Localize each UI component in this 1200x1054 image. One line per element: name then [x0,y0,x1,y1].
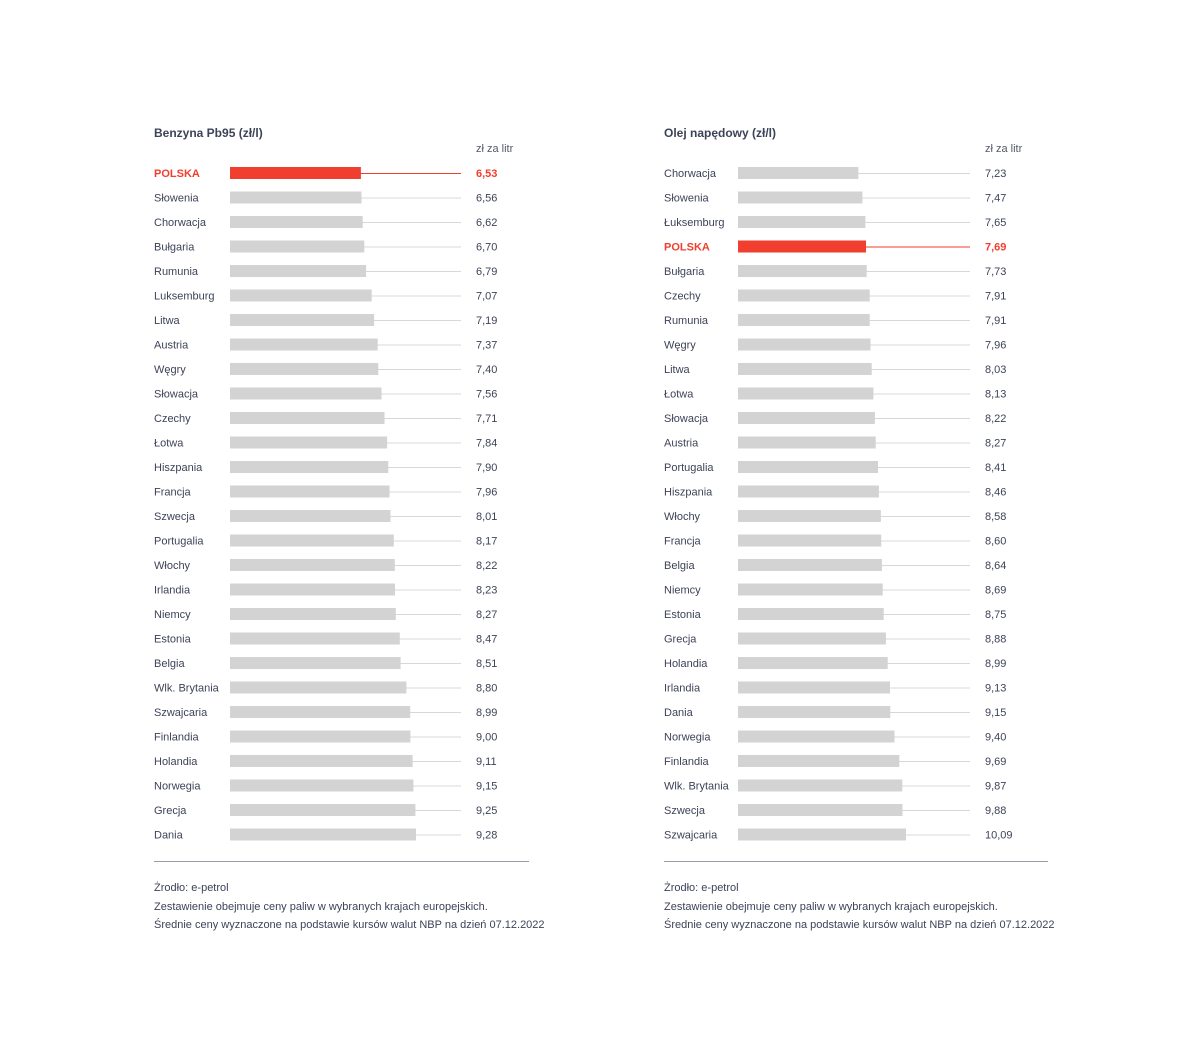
bar-row [664,486,1006,499]
bar-row [664,755,1006,768]
country-label: Grecja [154,805,187,817]
value-label: 6,53 [476,168,498,180]
bar [738,339,871,351]
bar-row [154,216,497,229]
bar-row [664,363,1006,376]
value-label: 8,80 [476,682,498,695]
country-label: Czechy [154,413,191,425]
country-label: Luksemburg [154,290,215,303]
bar [230,241,364,253]
value-label: 7,56 [476,388,498,401]
country-label: Włochy [154,560,191,572]
value-label: 9,15 [476,780,498,793]
country-label: Holandia [154,756,198,768]
diesel-price-chart [600,0,1200,1054]
bar-row [154,829,497,842]
bar-highlight [738,241,866,253]
value-label: 9,69 [985,756,1007,768]
bar-row [664,706,1006,719]
bar [738,461,878,473]
value-label: 9,15 [985,707,1007,719]
bar-row [154,388,497,401]
value-label: 9,00 [476,731,498,744]
bar [738,584,883,596]
country-label: Francja [154,486,191,499]
bar [738,167,858,179]
bar [738,804,903,816]
bar [230,290,372,302]
bar [230,608,396,620]
bar-row [664,731,1006,744]
bar-row [664,780,1006,793]
country-label: Szwajcaria [664,829,718,842]
bar-row [154,559,497,572]
country-label: Holandia [664,658,708,670]
bar-row [154,486,497,499]
country-label: Estonia [154,633,191,646]
bar-row [664,657,1006,670]
bar-row [154,706,497,719]
value-label: 7,37 [476,339,498,352]
bar-row [154,290,497,303]
bar-row [154,804,497,817]
country-label: Bułgaria [664,266,705,278]
bar [230,731,410,743]
country-label: Węgry [664,339,696,352]
bar-row [154,657,497,670]
value-label: 8,13 [985,388,1007,401]
country-label: Belgia [664,560,695,572]
bar-row [664,633,1006,646]
value-label: 9,88 [985,805,1007,817]
country-label: Słowenia [154,192,199,205]
bar [738,608,884,620]
bar-row [664,241,1006,254]
country-label: Portugalia [664,462,714,474]
country-label: Belgia [154,658,185,670]
country-label: Chorwacja [664,168,716,180]
value-label: 7,90 [476,462,498,474]
value-label: 8,17 [476,535,498,548]
value-label: 8,51 [476,658,498,670]
bar-row [664,290,1006,303]
bar-row [154,584,497,597]
method-note: Średnie ceny wyznaczone na podstawie kursów walut NBP na dzień 07.12.2022 [664,919,1055,931]
bar [230,510,391,522]
bar-row [664,559,1006,572]
country-label: Austria [154,339,189,352]
bar [230,535,394,547]
country-label: Bułgaria [154,241,195,254]
value-label: 7,69 [985,241,1007,254]
bar [738,388,873,400]
bar [230,486,390,498]
country-label: Francja [664,535,701,548]
bar-row [154,192,497,205]
bar-row [154,363,497,376]
bar-row [154,731,497,744]
country-label: Chorwacja [154,217,206,229]
value-label: 6,70 [476,241,498,254]
country-label: Estonia [664,609,701,621]
bar [230,633,400,645]
bar [230,192,362,204]
value-label: 8,47 [476,633,498,646]
country-label: Norwegia [154,780,201,793]
bar-row [154,167,497,180]
country-label: Grecja [664,633,697,646]
bar-row [664,167,1006,180]
bar-row [154,682,497,695]
value-label: 7,73 [985,266,1007,278]
bar-row [664,216,1006,229]
country-label: Szwecja [664,805,705,817]
value-label: 6,62 [476,217,498,229]
bar-row [154,241,497,254]
value-label: 7,19 [476,315,498,327]
bar [738,290,870,302]
bar [230,804,415,816]
bar [738,510,881,522]
value-label: 7,07 [476,290,498,303]
bar [230,755,413,767]
country-label: Łuksemburg [664,217,725,229]
bar-row [664,412,1006,425]
country-label: Wlk. Brytania [154,682,219,695]
bar-row [664,829,1013,842]
bar-row [664,584,1006,597]
chart-title: Benzyna Pb95 (zł/l) [154,126,263,140]
source-note: Żrodło: e-petrol [664,882,739,894]
bar-row [664,535,1006,548]
country-label: Irlandia [154,584,191,597]
value-label: 8,46 [985,486,1007,499]
bar [738,633,886,645]
value-label: 7,84 [476,437,498,450]
bar-row [664,314,1006,327]
country-label: Wlk. Brytania [664,780,729,793]
footnotes [154,879,545,935]
value-label: 8,75 [985,609,1007,621]
country-label: Słowenia [664,192,709,205]
value-label: 8,88 [985,633,1007,646]
country-label: Szwecja [154,511,195,523]
bar [738,437,876,449]
value-label: 7,91 [985,315,1007,327]
bar [230,437,387,449]
value-label: 7,40 [476,364,498,376]
bar-row [154,780,497,793]
country-label: Rumunia [154,266,199,278]
bar [230,363,378,375]
bar [230,780,413,792]
country-label: Austria [664,437,699,450]
bar [230,461,388,473]
bar [738,755,899,767]
value-label: 8,99 [476,707,498,719]
bar [230,829,416,841]
bar [230,559,395,571]
bar-chart-diesel [600,0,1200,860]
bar [738,265,867,277]
bar-row [154,265,497,278]
bar [738,559,882,571]
bar-highlight [230,167,361,179]
country-label: Węgry [154,364,186,376]
value-label: 8,41 [985,462,1007,474]
scope-note: Zestawienie obejmuje ceny paliw w wybranych krajach europejskich. [664,900,998,913]
bar [738,780,902,792]
country-label: Litwa [664,364,690,376]
bar-row [664,804,1006,817]
value-label: 7,71 [476,413,498,425]
bar-row [664,192,1006,205]
scope-note: Zestawienie obejmuje ceny paliw w wybranych krajach europejskich. [154,900,488,913]
value-label: 9,87 [985,780,1007,793]
bar [230,265,366,277]
bar [738,535,881,547]
country-label: Słowacja [664,413,709,425]
value-label: 8,23 [476,584,498,597]
bar [738,363,872,375]
bar [738,412,875,424]
unit-label: zł za litr [476,143,514,155]
bar-row [154,510,497,523]
bar-row [664,682,1006,695]
value-label: 8,60 [985,535,1007,548]
bar [738,829,906,841]
value-label: 8,58 [985,511,1007,523]
bar [738,731,895,743]
bar-row [154,314,497,327]
country-label: POLSKA [154,168,200,180]
bar-row [664,437,1006,450]
bar-row [664,388,1006,401]
bar-row [154,535,497,548]
value-label: 7,96 [476,486,498,499]
country-label: Szwajcaria [154,707,208,719]
country-label: Dania [154,829,183,842]
value-label: 10,09 [985,829,1013,842]
country-label: Niemcy [154,609,191,621]
value-label: 8,99 [985,658,1007,670]
value-label: 7,96 [985,339,1007,352]
value-label: 8,27 [985,437,1007,450]
bar-row [664,510,1006,523]
country-label: Hiszpania [664,486,713,499]
bar [230,388,382,400]
value-label: 8,01 [476,511,498,523]
divider [664,861,1048,862]
country-label: Niemcy [664,584,701,597]
bar [738,314,870,326]
bar-row [154,437,497,450]
value-label: 8,22 [476,560,498,572]
chart-title: Olej napędowy (zł/l) [664,126,777,140]
bar [230,216,363,228]
country-label: Portugalia [154,535,204,548]
country-label: Irlandia [664,682,701,695]
value-label: 7,65 [985,217,1007,229]
divider [154,861,529,862]
country-label: Łotwa [154,437,184,450]
bar-row [154,339,497,352]
country-label: POLSKA [664,241,710,254]
value-label: 8,27 [476,609,498,621]
bar-row [154,608,497,621]
country-label: Słowacja [154,388,199,401]
country-label: Hiszpania [154,462,203,474]
bar [230,339,378,351]
value-label: 7,47 [985,192,1007,205]
value-label: 7,23 [985,168,1007,180]
bar [230,657,401,669]
value-label: 9,28 [476,829,498,842]
value-label: 6,79 [476,266,498,278]
value-label: 9,40 [985,731,1007,744]
country-label: Włochy [664,511,701,523]
country-label: Rumunia [664,315,709,327]
value-label: 8,64 [985,560,1007,572]
source-note: Żrodło: e-petrol [154,882,229,894]
bar-row [154,633,497,646]
bar [738,706,890,718]
bar [230,314,374,326]
footnotes [664,879,1055,935]
bar [738,657,888,669]
country-label: Łotwa [664,388,694,401]
country-label: Litwa [154,315,180,327]
bar-row [664,461,1006,474]
bar-row [154,755,497,768]
value-label: 6,56 [476,192,498,205]
bar-chart-petrol [0,0,600,860]
bar-row [154,461,497,474]
bar [738,216,865,228]
unit-label: zł za litr [985,143,1023,155]
value-label: 9,25 [476,805,498,817]
country-label: Dania [664,707,693,719]
value-label: 9,11 [476,756,497,768]
bar [230,706,410,718]
country-label: Norwegia [664,731,711,744]
value-label: 8,69 [985,584,1007,597]
bar [738,486,879,498]
value-label: 7,91 [985,290,1007,303]
bar [738,682,890,694]
bar [230,682,406,694]
bar-row [664,608,1006,621]
bar [738,192,862,204]
bar-row [664,265,1006,278]
value-label: 8,22 [985,413,1007,425]
method-note: Średnie ceny wyznaczone na podstawie kursów walut NBP na dzień 07.12.2022 [154,919,545,931]
bar [230,412,385,424]
value-label: 9,13 [985,682,1007,695]
country-label: Finlandia [664,756,709,768]
bar-row [664,339,1006,352]
country-label: Finlandia [154,731,199,744]
bar-row [154,412,497,425]
country-label: Czechy [664,290,701,303]
value-label: 8,03 [985,364,1007,376]
bar [230,584,395,596]
